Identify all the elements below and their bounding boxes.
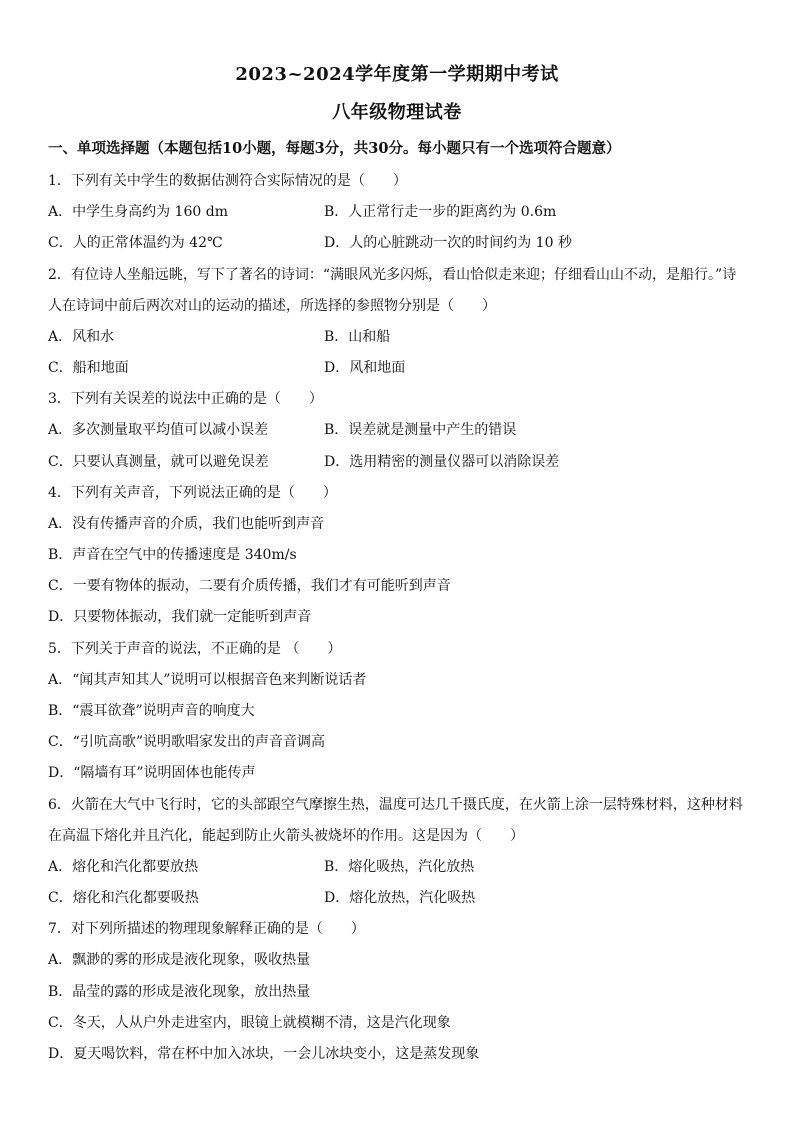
question-6-option-a: A．熔化和汽化都要放热 [48,859,199,875]
question-4-option-c: C．一要有物体的振动，二要有介质传播，我们才有可能听到声音 [48,578,451,594]
question-2-option-a: A．风和水 [48,329,115,345]
question-5-option-a: A．“闻其声知其人”说明可以根据音色来判断说话者 [48,672,367,688]
question-4-stem: 4．下列有关声音，下列说法正确的是（ ） [48,485,337,501]
question-4-option-d: D．只要物体振动，我们就一定能听到声音 [48,609,312,625]
question-6-stem-line-1: 6．火箭在大气中飞行时，它的头部跟空气摩擦生热，温度可达几千摄氏度，在火箭上涂一层特殊材料，这种材料 [48,797,743,813]
question-5-stem: 5．下列关于声音的说法，不正确的是 （ ） [48,641,342,657]
question-2-option-d: D．风和地面 [324,360,406,376]
question-1-stem: 1．下列有关中学生的数据估测符合实际情况的是（ ） [48,173,407,189]
question-4-option-a: A．没有传播声音的介质，我们也能听到声音 [48,516,325,532]
question-6-option-b: B．熔化吸热，汽化放热 [324,859,475,875]
question-7-stem: 7．对下列所描述的物理现象解释正确的是（ ） [48,921,365,937]
question-1-option-c: C．人的正常体温约为 42℃ [48,235,223,251]
question-2-stem-line-2: 人在诗词中前后两次对山的运动的描述，所选择的参照物分别是（ ） [48,298,496,314]
question-1-option-d: D．人的心脏跳动一次的时间约为 10 秒 [324,235,572,251]
question-7-option-b: B．晶莹的露的形成是液化现象，放出热量 [48,984,311,1000]
question-6-option-c: C．熔化和汽化都要吸热 [48,890,199,906]
question-5-option-d: D．“隔墙有耳”说明固体也能传声 [48,765,256,781]
question-7-option-a: A．飘渺的雾的形成是液化现象，吸收热量 [48,952,311,968]
question-7-option-d: D．夏天喝饮料，常在杯中加入冰块，一会儿冰块变小，这是蒸发现象 [48,1046,480,1062]
question-3-option-d: D．选用精密的测量仪器可以消除误差 [324,454,560,470]
question-5-option-c: C．“引吭高歌”说明歌唱家发出的声音音调高 [48,734,326,750]
question-6-option-d: D．熔化放热，汽化吸热 [324,890,476,906]
question-3-option-b: B．误差就是测量中产生的错误 [324,422,517,438]
question-7-option-c: C．冬天，人从户外走进室内，眼镜上就模糊不清，这是汽化现象 [48,1015,451,1031]
question-2-option-b: B．山和船 [324,329,391,345]
question-3-option-a: A．多次测量取平均值可以减小误差 [48,422,269,438]
section-heading: 一、单项选择题（本题包括10小题，每题3分，共30分。每小题只有一个选项符合题意） [48,140,621,157]
question-1-option-a: A．中学生身高约为 160 dm [48,204,228,220]
question-6-stem-line-2: 在高温下熔化并且汽化，能起到防止火箭头被烧坏的作用。这是因为（ ） [48,828,524,844]
question-5-option-b: B．“震耳欲聋”说明声音的响度大 [48,703,255,719]
question-3-stem: 3．下列有关误差的说法中正确的是（ ） [48,391,323,407]
exam-title: 2023~2024学年度第一学期期中考试 [235,64,559,85]
question-3-option-c: C．只要认真测量，就可以避免误差 [48,454,269,470]
question-1-option-b: B．人正常行走一步的距离约为 0.6m [324,204,557,220]
exam-subtitle: 八年级物理试卷 [332,102,462,123]
question-2-stem-line-1: 2．有位诗人坐船远眺，写下了著名的诗词：“满眼风光多闪烁，看山恰似走来迎；仔细看山山不动，是船行。”诗 [48,267,737,283]
question-2-option-c: C．船和地面 [48,360,129,376]
question-4-option-b: B．声音在空气中的传播速度是 340m/s [48,547,297,563]
